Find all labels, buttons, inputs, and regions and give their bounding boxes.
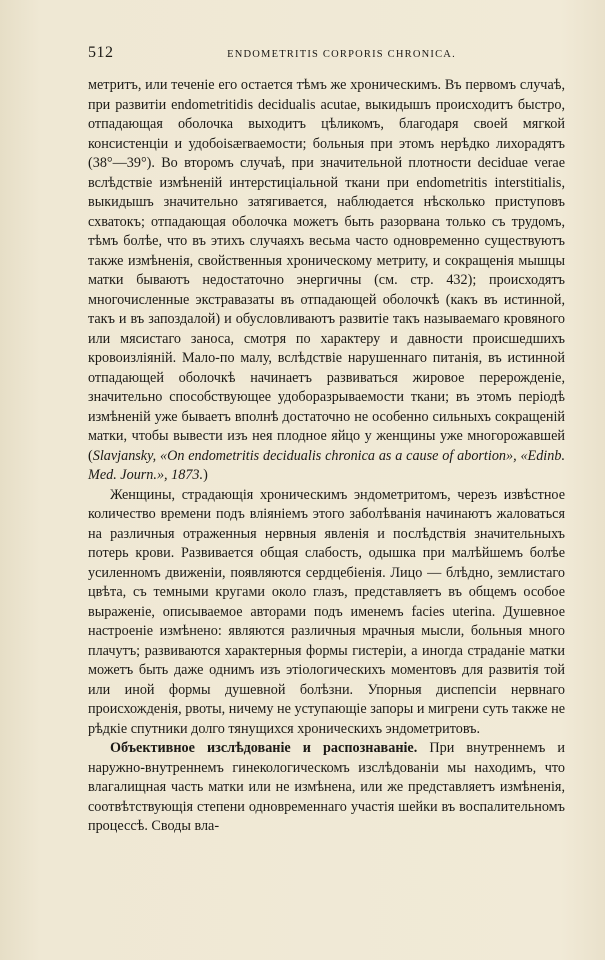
paragraph-1 <box>88 76 565 486</box>
citation: Slavjansky, «On endometritis decidualis chronica as a cause of abortion», «Edinb. Med. Journ.», 1873. <box>88 447 565 483</box>
section-heading-inline: Объективное изслѣдованіе и распознаваніе. <box>110 740 418 756</box>
paragraph-1-text: метритъ, или теченіе его остается тѣмъ же хроническимъ. Въ первомъ случаѣ, при развитіи endometritidis decidualis acutae, выкидышъ происходитъ быстро, отпадающая оболочка выходитъ цѣликомъ, благодаря своей мягкой консистенціи и удобоisærваемости; больныя при этомъ нерѣдко лихорадятъ (38°—39°). Во второмъ случаѣ, при значительной плотности deciduae verae вслѣдствіе измѣненій интерстиціальной ткани при endometritis interstitialis, выкидышъ значительно затягивается, наблюдается нѣсколько приступовъ схватокъ; отпадающая оболочка можетъ быть разорвана только съ трудомъ, тѣмъ болѣе, что въ этихъ случаяхъ весьма часто одновременно существуютъ также измѣненія, свойственныя хроническому метриту, и сокращенія мышцы матки бываютъ недостаточно энергичны (см. стр. 432); происходятъ многочисленные экстравазаты въ отпадающей оболочкѣ (какъ въ истинной, такъ и въ запоздалой) и обусловливаютъ развитіе такъ называемаго кровяного или мясистаго заноса, смотря по характеру и давности происшедшихъ кровоизліяній. Мало-по малу, вслѣдствіе нарушеннаго питанія, въ истинной отпадающей оболочкѣ начинаетъ развиваться жировое перерожденіе, значительно способствующее удоборазрываемости ткани; въ этомъ періодѣ измѣненій уже бываетъ вполнѣ достаточно не особенно сильныхъ сокращеній матки, чтобы вывести изъ нея плодное яйцо у женщины уже многорожавшей ( <box>88 77 565 464</box>
paragraph-3 <box>88 739 565 837</box>
page-header <box>88 44 565 62</box>
paragraph-1-tail: ) <box>203 467 208 483</box>
running-head: ENDOMETRITIS CORPORIS CHRONICA. <box>227 49 456 60</box>
paragraph-3-text: При внутреннемъ и наружно-внутреннемъ гинекологическомъ изслѣдованіи мы находимъ, что влагалищная часть матки или не измѣнена, или же представляетъ измѣненія, соотвѣтствующія степени одновременнаго участія шейки въ воспалительномъ процессѣ. Своды вла- <box>88 740 565 834</box>
page-number: 512 <box>88 44 114 61</box>
paragraph-2: Женщины, страдающія хроническимъ эндометритомъ, черезъ извѣстное количество времени подъ вліяніемъ этого заболѣванія начинаютъ жаловаться на различныя отраженныя нервныя явленія и послѣдствія значительныхъ потерь крови. Развивается общая слабость, одышка при малѣйшемъ болѣе усиленномъ движеніи, появляются сердцебіенія. Лицо — блѣдно, землистаго цвѣта, съ темными кругами около глазъ, представляетъ въ общемъ особое выраженіе, описываемое авторами подъ именемъ facies uterina. Душевное настроеніе измѣнено: являются различныя мрачныя мысли, больныя много плачутъ; развиваются характерныя формы гистеріи, а иногда страданіе матки можетъ быть даже однимъ изъ этіологическихъ моментовъ для развитія той или иной формы душевной болѣзни. Упорныя диспепсіи нервнаго происхожденія, рвоты, ничему не уступающіе запоры и мигрени суть также не рѣдкіе спутники долго тянущихся хроническихъ эндометритовъ. <box>88 486 565 737</box>
body-text <box>88 76 565 837</box>
